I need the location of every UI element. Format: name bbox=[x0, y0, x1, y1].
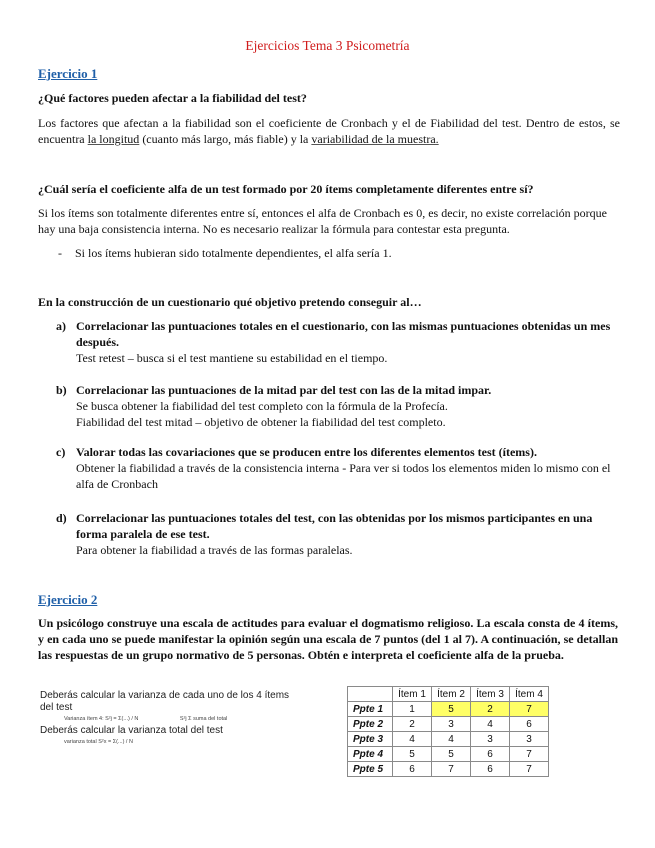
column-header-item-3: Ítem 3 bbox=[471, 687, 510, 702]
row-label: Ppte 2 bbox=[348, 717, 393, 732]
option-b-line-1: Se busca obtener la fiabilidad del test completo con la fórmula de la Profecía. bbox=[76, 399, 448, 413]
table-cell: 5 bbox=[393, 747, 432, 762]
row-label: Ppte 1 bbox=[348, 702, 393, 717]
column-header-item-2: Ítem 2 bbox=[432, 687, 471, 702]
row-label: Ppte 3 bbox=[348, 732, 393, 747]
table-row bbox=[348, 717, 549, 732]
table-cell: 7 bbox=[432, 762, 471, 777]
option-c bbox=[56, 444, 622, 492]
table-cell: 6 bbox=[510, 717, 549, 732]
answer-1-text-start: Los factores que afectan a la fiabilidad son el coeficiente de Cronbach y el de Fiabilidad del test. Dentro de estos, se encuentra bbox=[38, 116, 620, 146]
option-b bbox=[56, 382, 622, 430]
table-cell: 2 bbox=[393, 717, 432, 732]
table-corner bbox=[348, 687, 393, 702]
option-b-line-2: Fiabilidad del test mitad – objetivo de obtener la fiabilidad del test completo. bbox=[76, 415, 446, 429]
option-d bbox=[56, 510, 622, 558]
table-cell: 3 bbox=[432, 717, 471, 732]
option-a-letter: a) bbox=[56, 319, 66, 333]
table-row bbox=[348, 747, 549, 762]
table-cell: 7 bbox=[510, 762, 549, 777]
table-cell: 4 bbox=[432, 732, 471, 747]
option-a-line-1: Test retest – busca si el test mantiene su estabilidad en el tiempo. bbox=[76, 351, 388, 365]
document-title: Ejercicios Tema 3 Psicometría bbox=[245, 38, 410, 53]
bullet-dash: - bbox=[58, 246, 62, 260]
exercise-2-heading: Ejercicio 2 bbox=[38, 592, 98, 607]
row-label: Ppte 4 bbox=[348, 747, 393, 762]
option-b-letter: b) bbox=[56, 383, 67, 397]
option-a-heading: Correlacionar las puntuaciones totales en el cuestionario, con las mismas puntuaciones obtenidas un mes después. bbox=[76, 319, 611, 349]
table-cell: 3 bbox=[510, 732, 549, 747]
row-label: Ppte 5 bbox=[348, 762, 393, 777]
table-cell: 6 bbox=[393, 762, 432, 777]
option-c-line-1: Obtener la fiabilidad a través de la consistencia interna - Para ver si todos los elementos miden lo mismo con el alfa de Cronbach bbox=[76, 461, 611, 491]
hint-2: Deberás calcular la varianza total del test bbox=[40, 725, 223, 736]
exercise-1-heading: Ejercicio 1 bbox=[38, 66, 98, 81]
answer-2-bullet-text: Si los ítems hubieran sido totalmente dependientes, el alfa sería 1. bbox=[75, 246, 392, 260]
table-row bbox=[348, 732, 549, 747]
table-cell: 4 bbox=[471, 717, 510, 732]
table-cell: 6 bbox=[471, 747, 510, 762]
question-1: ¿Qué factores pueden afectar a la fiabilidad del test? bbox=[38, 91, 307, 105]
column-header-item-1: Ítem 1 bbox=[393, 687, 432, 702]
hint-1: Deberás calcular la varianza de cada uno de los 4 ítems del test bbox=[40, 690, 290, 713]
table-cell: 6 bbox=[471, 762, 510, 777]
answer-2: Si los ítems son totalmente diferentes entre sí, entonces el alfa de Cronbach es 0, es decir, no existe correlación porque hay una baja consistencia interna. No es necesario realizar la fórmula para contestar esta pregunta. bbox=[38, 206, 607, 236]
answer-1-text-mid: (cuanto más largo, más fiable) y la bbox=[139, 132, 312, 146]
hint-box bbox=[40, 690, 300, 745]
option-c-letter: c) bbox=[56, 445, 66, 459]
table-cell: 1 bbox=[393, 702, 432, 717]
responses-table bbox=[347, 686, 549, 777]
table-cell-highlighted: 7 bbox=[510, 702, 549, 717]
column-header-item-4: Ítem 4 bbox=[510, 687, 549, 702]
hint-1-formula-a: Varianza ítem 4: S²j = Σ(...) / N bbox=[64, 716, 139, 722]
answer-1-variabilidad: variabilidad de la muestra. bbox=[311, 132, 439, 146]
hint-1-formula-b: S²j Σ suma del total bbox=[179, 716, 228, 722]
table-row bbox=[348, 702, 549, 717]
question-2: ¿Cuál sería el coeficiente alfa de un test formado por 20 ítems completamente diferentes entre sí? bbox=[38, 182, 534, 196]
answer-1-longitud: la longitud bbox=[87, 132, 140, 146]
exercise-2-statement: Un psicólogo construye una escala de actitudes para evaluar el dogmatismo religioso. La escala consta de 4 ítems, y en cada uno se puede manifestar la opinión según una escala de 7 puntos (del 1 al 7). A continuación, se detallan las respuestas de un grupo normativo de 5 personas. Obtén e interpreta el coeficiente alfa de la prueba. bbox=[38, 616, 618, 662]
option-c-heading: Valorar todas las covariaciones que se producen entre los diferentes elementos test (ítems). bbox=[76, 445, 537, 459]
table-row bbox=[348, 762, 549, 777]
option-a bbox=[56, 318, 622, 366]
hint-1-formula bbox=[64, 716, 300, 722]
table-cell: 4 bbox=[393, 732, 432, 747]
table-cell-highlighted: 5 bbox=[432, 702, 471, 717]
table-cell-highlighted: 2 bbox=[471, 702, 510, 717]
table-cell: 3 bbox=[471, 732, 510, 747]
option-d-letter: d) bbox=[56, 511, 67, 525]
table-cell: 7 bbox=[510, 747, 549, 762]
option-d-line-1: Para obtener la fiabilidad a través de las formas paralelas. bbox=[76, 543, 353, 557]
hint-2-formula: varianza total S²x = Σ(...) / N bbox=[64, 739, 133, 745]
answer-2-bullet bbox=[58, 245, 618, 261]
question-3: En la construcción de un cuestionario qué objetivo pretendo conseguir al… bbox=[38, 295, 422, 309]
option-d-heading: Correlacionar las puntuaciones totales del test, con las obtenidas por los mismos participantes en una forma paralela de ese test. bbox=[76, 511, 593, 541]
table-cell: 5 bbox=[432, 747, 471, 762]
answer-1 bbox=[38, 115, 620, 147]
option-b-heading: Correlacionar las puntuaciones de la mitad par del test con las de la mitad impar. bbox=[76, 383, 492, 397]
table-header-row bbox=[348, 687, 549, 702]
